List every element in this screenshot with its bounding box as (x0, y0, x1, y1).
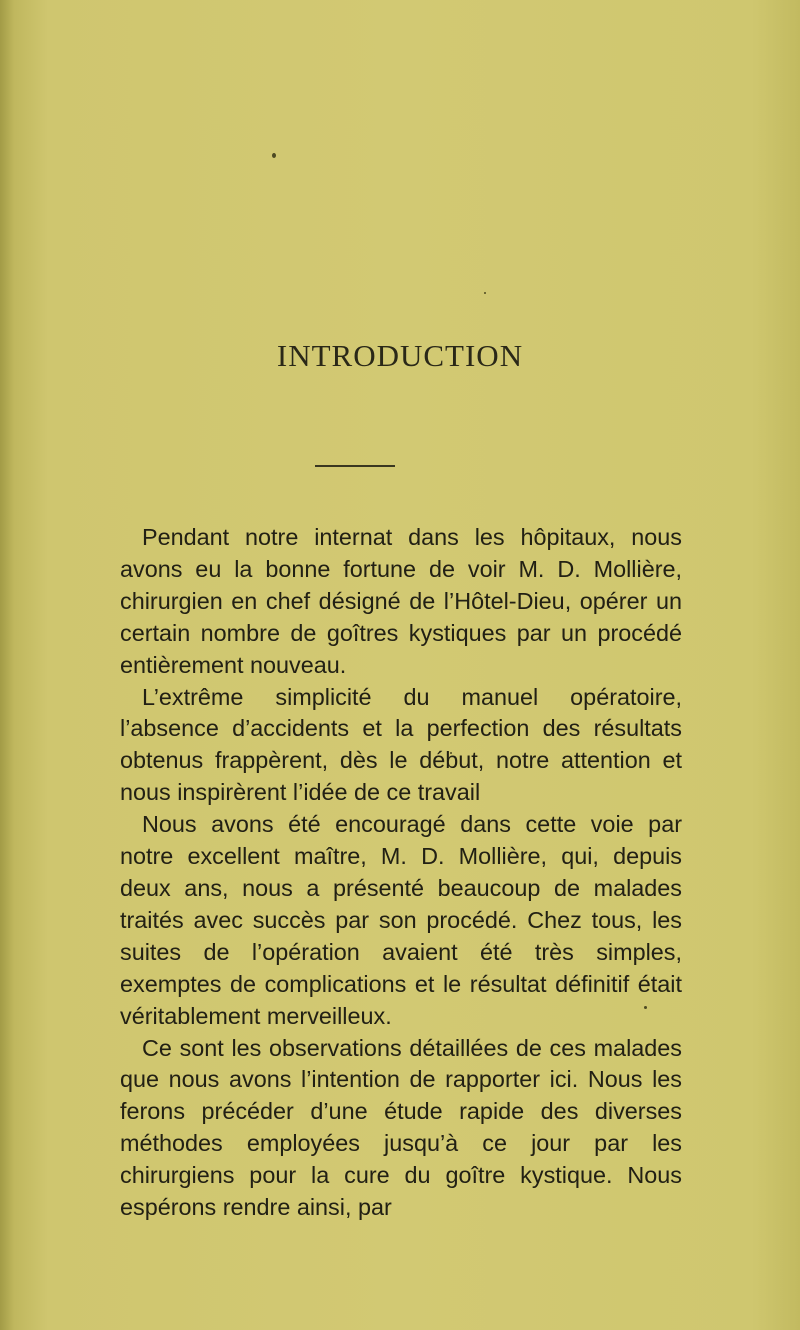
paragraph: Ce sont les observations détaillées de ces malades que nous avons l’intention de rapporter ici. Nous les ferons précéder d’une étude rapide des diverses méthodes employées jusqu’à ce jour par les chirurgiens pour la cure du goître kystique. Nous espérons rendre ainsi, par (120, 1034, 682, 1221)
paragraph: L’extrême simplicité du manuel opératoire, l’absence d’accidents et la perfection des résultats obtenus frappèrent, dès le début, notre attention et nous inspirèrent l’idée de ce travail (120, 683, 682, 806)
title-divider (315, 465, 395, 467)
paragraph: Pendant notre internat dans les hôpitaux, nous avons eu la bonne fortune de voir M. D. Mollière, chirurgien en chef désigné de l’Hôtel-Dieu, opérer un certain nombre de goîtres kystiques par un procédé entièrement nouveau. (120, 524, 682, 678)
body-text (120, 522, 682, 1224)
chapter-title: INTRODUCTION (276, 338, 524, 373)
paper-speck (272, 153, 276, 158)
paper-speck (484, 292, 486, 294)
paragraph: Nous avons été encouragé dans cette voie par notre excellent maître, M. D. Mollière, qui, depuis deux ans, nous a présenté beaucoup de malades traités avec succès par son procédé. Chez tous, les suites de l’opération avaient été très simples, exemptes de complications et le résultat définitif était véritablement merveilleux. (120, 811, 682, 1029)
page-edge-shadow (0, 0, 14, 1330)
